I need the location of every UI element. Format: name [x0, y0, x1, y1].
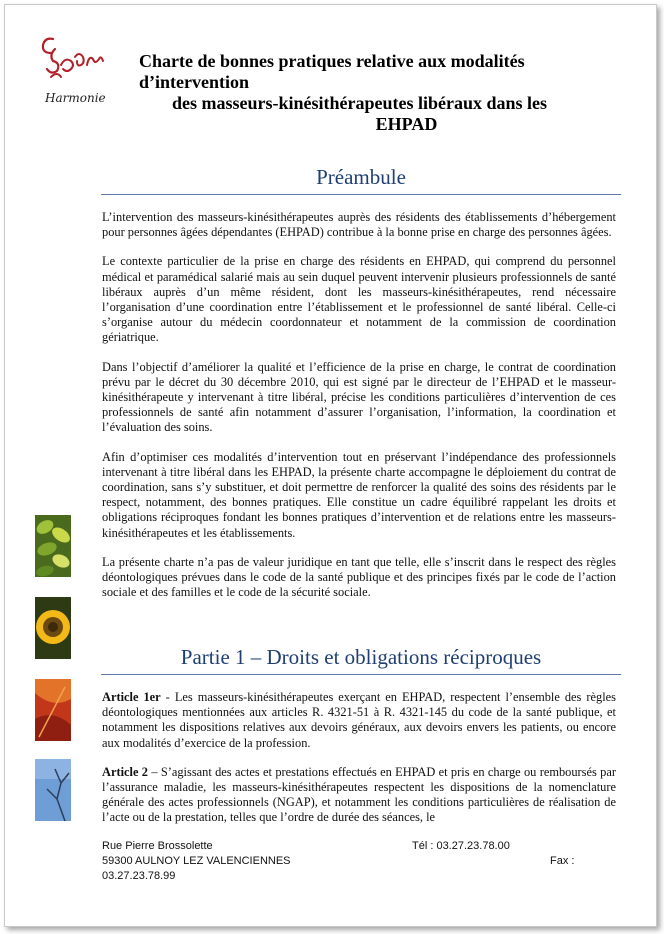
page-footer	[102, 839, 582, 884]
title-line-3: des masseurs-kinésithérapeutes libéraux dans les	[172, 93, 548, 113]
footer-address-city: 59300 AULNOY LEZ VALENCIENNES	[102, 855, 291, 867]
footer-fax: Fax :	[550, 855, 575, 867]
winter-branch-photo-icon	[35, 759, 71, 821]
logo-text: Harmonie	[45, 91, 106, 105]
preambule-heading	[101, 165, 621, 195]
title-line-4: EHPAD	[375, 114, 438, 134]
footer-address-street: Rue Pierre Brossolette	[102, 840, 213, 852]
article-label: Article 1er	[102, 690, 161, 704]
paragraph: Dans l’objectif d’améliorer la qualité et l’efficience de la prise en charge, le contrat de coordination prévu par le décret du 30 décembre 2010, qui est signé par le directeur de l’EHPAD et le masseur-kinésithérapeute y intervenant à titre libéral, précise les conditions particulières d’intervention de ces professionnels de santé afin notamment d’assurer l’organisation, l’information, la coordination et l’évaluation des soins.	[102, 359, 616, 435]
document-title	[139, 51, 594, 135]
partie1-heading	[101, 645, 621, 675]
document-page	[4, 4, 657, 927]
harmonie-logo-mark-icon	[31, 31, 111, 91]
title-line-1: Charte de bonnes pratiques relative aux modalités	[139, 51, 525, 71]
preambule-heading-text: Préambule	[316, 165, 406, 189]
partie1-heading-text: Partie 1 – Droits et obligations réciproques	[180, 645, 542, 669]
article-text: - Les masseurs-kinésithérapeutes exerçant en EHPAD, respectent l’ensemble des règles déontologiques mentionnées aux articles R. 4321-51 à R. 4321-145 du code de la santé publique, et notamment les dispositions relatives aux devoirs généraux, aux devoirs envers les patients, ou encore aux modalités d’exercice de la profession.	[102, 690, 616, 750]
article-label: Article 2	[102, 764, 148, 779]
heading-rule	[101, 674, 621, 675]
autumn-leaf-photo-icon	[35, 679, 71, 741]
title-line-2: d’intervention	[139, 72, 249, 92]
footer-telephone: Tél : 03.27.23.78.00	[412, 840, 510, 852]
leaves-photo-icon	[35, 515, 71, 577]
paragraph: Afin d’optimiser ces modalités d’intervention tout en préservant l’indépendance des professionnels intervenant à titre libéral dans les EHPAD, la présente charte accompagne le déploiement du contrat de coordination, sans s’y substituer, et doit permettre de renforcer la qualité des soins des résidents par le respect, notamment, des bonnes pratiques. Elle constitue un cadre équilibré rappelant les droits et obligations réciproques fondant les bonnes pratiques d’intervention et de relations entre les masseurs-kinésithérapeutes et les établissements.	[102, 449, 616, 540]
partie1-body	[102, 690, 616, 825]
footer-phone-number: 03.27.23.78.99	[102, 870, 176, 882]
paragraph: Le contexte particulier de la prise en charge des résidents en EHPAD, qui comprend du personnel médical et paramédical salarié mais au sein duquel peuvent intervenir plusieurs professionnels de santé libéraux auprès d’un même résident, dont les masseurs-kinésithérapeutes, rend nécessaire l’organisation d’une coordination entre l’établissement et le professionnel de santé libéral. Celle-ci s’organise autour du médecin coordonnateur et notamment de la commission de coordination gériatrique.	[102, 254, 616, 345]
preambule-body	[102, 210, 616, 614]
sunflower-photo-icon	[35, 597, 71, 659]
paragraph: La présente charte n’a pas de valeur juridique en tant que telle, elle s’inscrit dans le respect des règles déontologiques prévues dans le code de la santé publique et des principes fixés par le code de l’action sociale et des familles et le code de la sécurité sociale.	[102, 554, 616, 600]
harmonie-logo	[31, 31, 121, 111]
article	[102, 765, 616, 826]
article-text: – S’agissant des actes et prestations effectués en EHPAD et pris en charge ou remboursés par l’assurance maladie, les masseurs-kinésithérapeutes respectent les dispositions de la nomenclature générale des actes professionnels (NGAP), et notamment les conditions particulières de réalisation de l’acte ou de la prestation, telles que l’ordre de durée des séances, le	[102, 764, 616, 825]
article	[102, 690, 616, 751]
paragraph: L’intervention des masseurs-kinésithérapeutes auprès des résidents des établissements d’hébergement pour personnes âgées dépendantes (EHPAD) contribue à la bonne prise en charge des personnes âgées.	[102, 210, 616, 240]
heading-rule	[101, 194, 621, 195]
